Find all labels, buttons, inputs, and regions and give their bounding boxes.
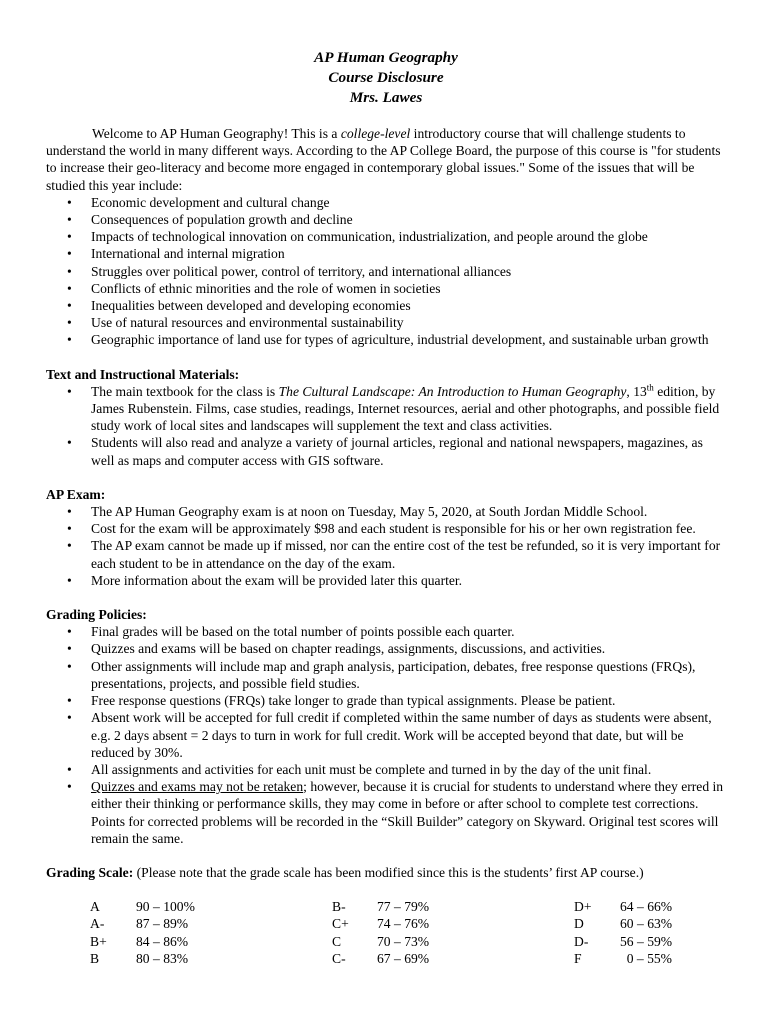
table-row xyxy=(46,915,726,932)
text: Geographic importance of land use for types of agriculture, industrial development, and sustainable urban growth xyxy=(91,332,709,348)
materials-heading: Text and Instructional Materials: xyxy=(46,366,240,382)
grade-letter: D- xyxy=(574,933,589,949)
grade-range: 64 – 66% xyxy=(620,899,673,915)
bullet-icon: • xyxy=(67,572,72,588)
bullet-icon: • xyxy=(67,779,72,795)
bullet-icon: • xyxy=(67,504,72,520)
bullet-icon: • xyxy=(67,710,72,726)
exam-heading: AP Exam: xyxy=(46,486,106,502)
text: Quizzes and exams will be based on chapter readings, assignments, discussions, and activities. xyxy=(91,641,606,657)
grade-range: 70 – 73% xyxy=(377,933,430,949)
list-item xyxy=(46,503,726,520)
text: Impacts of technological innovation on communication, industrialization, and people around the globe xyxy=(91,229,648,245)
text: Inequalities between developed and developing economies xyxy=(91,298,411,314)
bullet-icon: • xyxy=(67,435,72,451)
list-item xyxy=(46,658,726,692)
bullet-icon: • xyxy=(67,693,72,709)
grade-letter: D xyxy=(574,916,584,932)
list-item xyxy=(46,297,726,314)
grade-letter: B+ xyxy=(90,933,107,949)
grading-scale-heading xyxy=(46,864,726,881)
grade-letter: D+ xyxy=(574,899,592,915)
materials-list xyxy=(46,383,726,469)
list-item xyxy=(46,623,726,640)
text: Absent work will be accepted for full credit if completed within the same number of days as students were absent, e.g. 2 days absent = 2 days to turn in work for full credit. Work will be accepted beyond that date, but will be reduced by 30%. xyxy=(91,710,712,760)
text: All assignments and activities for each unit must be complete and turned in by the day of the unit final. xyxy=(91,761,652,777)
bullet-icon: • xyxy=(67,332,72,348)
textbook-title: The Cultural Landscape: An Introduction to Human Geography xyxy=(278,383,627,399)
grade-letter: C- xyxy=(332,950,346,966)
bullet-icon: • xyxy=(67,280,72,296)
course-title: AP Human Geography xyxy=(314,49,458,66)
grading-section xyxy=(46,606,726,847)
list-item xyxy=(46,692,726,709)
bullet-icon: • xyxy=(67,658,72,674)
intro-text-1: Welcome to AP Human Geography! This is a xyxy=(92,126,341,141)
bullet-icon: • xyxy=(67,229,72,245)
materials-section xyxy=(46,366,726,469)
text: th xyxy=(646,382,654,393)
text: Students will also read and analyze a variety of journal articles, regional and national newspapers, magazines, as well as maps and computer access with GIS software. xyxy=(91,435,703,468)
bullet-icon: • xyxy=(67,761,72,777)
grade-range: 80 – 83% xyxy=(136,950,189,966)
grading-heading: Grading Policies: xyxy=(46,607,147,623)
bullet-icon: • xyxy=(67,298,72,314)
list-item xyxy=(46,761,726,778)
list-item xyxy=(46,194,726,211)
grade-letter: B- xyxy=(332,899,346,915)
text: Other assignments will include map and graph analysis, participation, debates, free response questions (FRQs), presentations, projects, and possible field studies. xyxy=(91,658,696,691)
list-item xyxy=(46,263,726,280)
bullet-icon: • xyxy=(67,315,72,331)
list-item xyxy=(46,228,726,245)
issues-list xyxy=(46,194,726,349)
grade-letter: F xyxy=(574,950,582,966)
document-page xyxy=(46,48,726,968)
text: Conflicts of ethnic minorities and the role of women in societies xyxy=(91,280,441,296)
bullet-icon: • xyxy=(67,641,72,657)
text: edition, by James Rubenstein. Films, case studies, readings, Internet resources, aerial and other photographs, and possible field study work of local sites and landscapes will supplement the text and class activities. xyxy=(91,383,720,434)
grade-letter: A- xyxy=(90,916,105,932)
grade-range: 60 – 63% xyxy=(620,916,673,932)
grading-list xyxy=(46,623,726,847)
text: ; however, because it is crucial for students to understand where they erred in either their thinking or performance skills, they may come in before or after school to complete test corrections. Points for corrected problems will be recorded in the “Skill Builder” category on Skyward. Original test scores will remain the same. xyxy=(91,779,724,846)
text: The AP exam cannot be made up if missed, nor can the entire cost of the test be refunded, so it is very important for each student to be in attendance on the day of the exam. xyxy=(91,538,721,571)
text: Economic development and cultural change xyxy=(91,194,330,210)
list-item xyxy=(46,640,726,657)
document-subtitle: Course Disclosure xyxy=(328,69,444,86)
grade-range: 67 – 69% xyxy=(377,950,430,966)
text: Use of natural resources and environmental sustainability xyxy=(91,315,404,331)
grade-letter: A xyxy=(90,899,100,915)
text: Consequences of population growth and decline xyxy=(91,212,353,228)
text: Struggles over political power, control of territory, and international alliances xyxy=(91,263,512,279)
intro-paragraph xyxy=(46,125,726,194)
grade-range: 0 – 55% xyxy=(626,950,672,966)
list-item xyxy=(46,331,726,348)
bullet-icon: • xyxy=(67,263,72,279)
exam-section xyxy=(46,486,726,589)
text: More information about the exam will be provided later this quarter. xyxy=(91,572,463,588)
grade-letter: C xyxy=(332,933,342,949)
grade-letter: B xyxy=(90,950,100,966)
list-item xyxy=(46,434,726,468)
bullet-icon: • xyxy=(67,383,72,399)
grading-scale-note: (Please note that the grade scale has been modified since this is the students’ first AP course.) xyxy=(133,864,644,880)
teacher-name: Mrs. Lawes xyxy=(349,89,423,106)
bullet-icon: • xyxy=(67,194,72,210)
grade-range: 90 – 100% xyxy=(136,899,195,915)
text: The main textbook for the class is xyxy=(91,383,279,399)
list-item xyxy=(46,211,726,228)
text: International and internal migration xyxy=(91,246,285,262)
text: , 13 xyxy=(626,383,647,399)
list-item xyxy=(46,709,726,761)
text: Cost for the exam will be approximately $98 and each student is responsible for his or her own registration fee. xyxy=(91,521,696,537)
bullet-icon: • xyxy=(67,624,72,640)
intro-italic: college-level xyxy=(340,126,411,141)
bullet-icon: • xyxy=(67,538,72,554)
grading-scale-label: Grading Scale: xyxy=(46,864,134,880)
grade-range: 87 – 89% xyxy=(136,916,189,932)
grading-scale-table xyxy=(46,898,726,968)
grade-range: 84 – 86% xyxy=(136,933,189,949)
retake-policy-underlined: Quizzes and exams may not be retaken xyxy=(91,779,304,795)
grade-range: 74 – 76% xyxy=(377,916,430,932)
table-row xyxy=(46,950,726,967)
list-item xyxy=(46,383,726,435)
table-row xyxy=(46,898,726,915)
list-item xyxy=(46,245,726,262)
text: The AP Human Geography exam is at noon on Tuesday, May 5, 2020, at South Jordan Middle School. xyxy=(91,504,648,520)
list-item xyxy=(46,537,726,571)
grade-range: 56 – 59% xyxy=(620,933,673,949)
document-title xyxy=(46,48,726,108)
bullet-icon: • xyxy=(67,521,72,537)
list-item xyxy=(46,778,726,847)
grade-range: 77 – 79% xyxy=(377,899,430,915)
list-item xyxy=(46,520,726,537)
text: Free response questions (FRQs) take longer to grade than typical assignments. Please be patient. xyxy=(91,693,616,709)
list-item xyxy=(46,280,726,297)
bullet-icon: • xyxy=(67,246,72,262)
bullet-icon: • xyxy=(67,212,72,228)
list-item xyxy=(46,572,726,589)
text: Final grades will be based on the total number of points possible each quarter. xyxy=(91,624,515,640)
grade-letter: C+ xyxy=(332,916,349,932)
table-row xyxy=(46,933,726,950)
intro-text-2: introductory course that will challenge students to understand the world in many different ways. According to the AP College Board, the purpose of this course is "for students to increase their geo-literacy and become more engaged in contemporary global issues." Some of the issues that will be studied this year include: xyxy=(46,126,721,193)
list-item xyxy=(46,314,726,331)
exam-list xyxy=(46,503,726,589)
